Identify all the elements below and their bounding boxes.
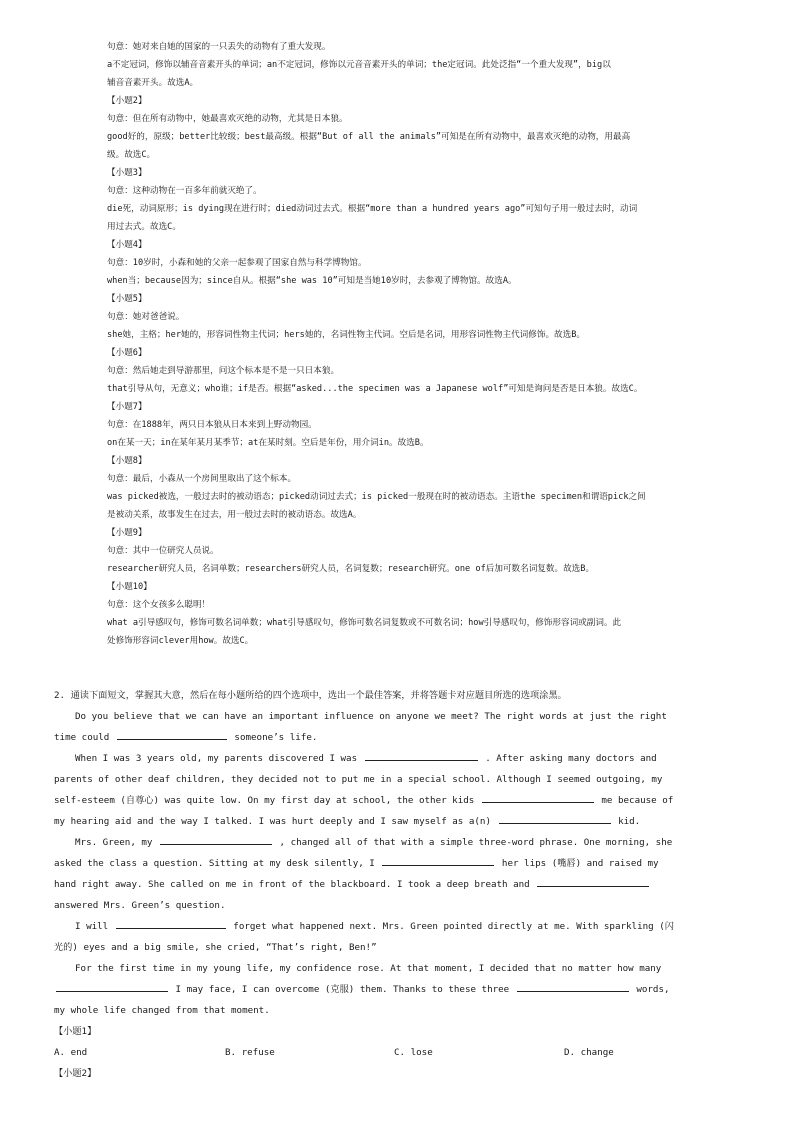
explanation-line: 级。故选C。 bbox=[107, 150, 156, 160]
passage-line: parents of other deaf children, they decided not to put me in a special school. Although I seemed outgoing, my bbox=[54, 774, 663, 785]
explanation-line: 句意：她对来自她的国家的一只丢失的动物有了重大发现。 bbox=[107, 42, 331, 52]
explanation-line: a不定冠词，修饰以辅音音素开头的单词；an不定冠词，修饰以元音音素开头的单词；the定冠词。此处泛指“一个重大发现”，big以 bbox=[107, 60, 611, 70]
options-row bbox=[54, 1042, 744, 1063]
answer-blank-9 bbox=[56, 981, 168, 992]
explanation-line: researcher研究人员，名词单数；researchers研究人员，名词复数；research研究。one of后加可数名词复数。故选B。 bbox=[107, 564, 595, 574]
explanation-line: 【小题8】 bbox=[107, 456, 147, 466]
explanation-line: on在某一天；in在某年某月某季节；at在某时刻。空后是年份，用介词in。故选B。 bbox=[107, 438, 429, 448]
explanation-line: good好的，原级；better比较级；best最高级。根据“But of all the animals”可知是在所有动物中，最喜欢灭绝的动物，用最高 bbox=[107, 132, 631, 142]
question-instruction: 2. 通读下面短文，掌握其大意，然后在每小题所给的四个选项中，选出一个最佳答案，并将答题卡对应题目所选的选项涂黑。 bbox=[54, 690, 567, 701]
passage-line: answered Mrs. Green’s question. bbox=[54, 900, 226, 911]
passage-line: my whole life changed from that moment. bbox=[54, 1005, 270, 1016]
answer-blank-2 bbox=[365, 750, 478, 761]
answer-blank-6 bbox=[382, 855, 494, 866]
explanation-line: die死，动词原形；is dying现在进行时；died动词过去式。根据“more than a hundred years ago”可知句子用一般过去时，动词 bbox=[107, 204, 638, 214]
answer-blank-1 bbox=[117, 729, 227, 740]
passage-line: I may face, I can overcome (克服) them. Thanks to these three words, bbox=[54, 979, 744, 1000]
explanation-line: 是被动关系，故事发生在过去，用一般过去时的被动语态。故选A。 bbox=[107, 510, 362, 520]
explanation-line: 【小题2】 bbox=[107, 96, 147, 106]
explanation-line: 句意：这种动物在一百多年前就灭绝了。 bbox=[107, 186, 262, 196]
explanation-line: 【小题7】 bbox=[107, 402, 147, 412]
passage-line: 光的) eyes and a big smile, she cried, “That’s right, Ben!” bbox=[54, 942, 377, 953]
option-a[interactable]: A. end bbox=[54, 1047, 88, 1058]
explanation-line: 句意：但在所有动物中，她最喜欢灭绝的动物，尤其是日本狼。 bbox=[107, 114, 348, 124]
explanation-line: 句意：其中一位研究人员说。 bbox=[107, 546, 219, 556]
explanation-line: 【小题5】 bbox=[107, 294, 147, 304]
explanation-line: 处修饰形容词clever用how。故选C。 bbox=[107, 636, 254, 646]
explanation-line: 【小题4】 bbox=[107, 240, 147, 250]
explanation-line: she她，主格；her她的，形容词性物主代词；hers她的，名词性物主代词。空后是名词，用形容词性物主代词修饰。故选B。 bbox=[107, 330, 586, 340]
passage-line: I will forget what happened next. Mrs. Green pointed directly at me. With sparkling (闪 bbox=[54, 916, 744, 937]
passage-line: For the first time in my young life, my confidence rose. At that moment, I decided that no matter how many bbox=[75, 963, 662, 974]
passage-line: Do you believe that we can have an important influence on anyone we meet? The right words at just the right bbox=[75, 711, 667, 722]
explanation-line: 句意：在1888年，两只日本狼从日本来到上野动物园。 bbox=[107, 420, 317, 430]
explanation-line: 句意：然后她走到导游那里，问这个标本是不是一只日本狼。 bbox=[107, 366, 340, 376]
explanation-line: what a引导感叹句，修饰可数名词单数；what引导感叹句，修饰可数名词复数或不可数名词；how引导感叹句，修饰形容词或副词。此 bbox=[107, 618, 622, 628]
answer-blank-5 bbox=[160, 834, 272, 845]
explanation-line: when当；because因为；since自从。根据“she was 10”可知是当她10岁时，去参观了博物馆。故选A。 bbox=[107, 276, 517, 286]
question-2 bbox=[54, 685, 744, 1084]
answer-blank-3 bbox=[482, 792, 594, 803]
explanation-line: 句意：最后，小森从一个房间里取出了这个标本。 bbox=[107, 474, 297, 484]
explanation-line: 辅音音素开头。故选A。 bbox=[107, 78, 199, 88]
explanation-line: 句意：她对爸爸说。 bbox=[107, 312, 185, 322]
explanation-line: 句意：10岁时，小森和她的父亲一起参观了国家自然与科学博物馆。 bbox=[107, 258, 367, 268]
passage-line: asked the class a question. Sitting at my desk silently, I her lips (嘴唇) and raised my bbox=[54, 853, 744, 874]
answer-explanations bbox=[107, 38, 727, 650]
passage-line: Mrs. Green, my , changed all of that with a simple three-word phrase. One morning, she bbox=[54, 832, 744, 853]
explanation-line: 【小题3】 bbox=[107, 168, 147, 178]
explanation-line: 【小题10】 bbox=[107, 582, 152, 592]
passage-line: hand right away. She called on me in front of the blackboard. I took a deep breath and bbox=[54, 874, 744, 895]
explanation-line: was picked被选，一般过去时的被动语态；picked动词过去式；is picked一般现在时的被动语态。主语the specimen和谓语pick之间 bbox=[107, 492, 646, 502]
explanation-line: 【小题6】 bbox=[107, 348, 147, 358]
answer-blank-4 bbox=[499, 813, 611, 824]
passage-line: time could someone’s life. bbox=[54, 727, 744, 748]
option-b[interactable]: B. refuse bbox=[225, 1047, 275, 1058]
passage-line: self-esteem (自尊心) was quite low. On my first day at school, the other kids me because of bbox=[54, 790, 744, 811]
option-c[interactable]: C. lose bbox=[394, 1047, 433, 1058]
explanation-line: that引导从句，无意义；who谁；if是否。根据“asked...the specimen was a Japanese wolf”可知是询问是否是日本狼。故选C。 bbox=[107, 384, 643, 394]
answer-blank-8 bbox=[116, 918, 226, 929]
answer-blank-7 bbox=[537, 876, 649, 887]
option-d[interactable]: D. change bbox=[564, 1047, 614, 1058]
subquestion-label: 【小题1】 bbox=[54, 1026, 97, 1037]
passage-line: my hearing aid and the way I talked. I was hurt deeply and I saw myself as a(n) kid. bbox=[54, 811, 744, 832]
subquestion-label: 【小题2】 bbox=[54, 1068, 97, 1079]
explanation-line: 【小题9】 bbox=[107, 528, 147, 538]
passage-line: When I was 3 years old, my parents discovered I was . After asking many doctors and bbox=[54, 748, 744, 769]
explanation-line: 句意：这个女孩多么聪明！ bbox=[107, 600, 211, 610]
answer-blank-10 bbox=[517, 981, 629, 992]
explanation-line: 用过去式。故选C。 bbox=[107, 222, 181, 232]
